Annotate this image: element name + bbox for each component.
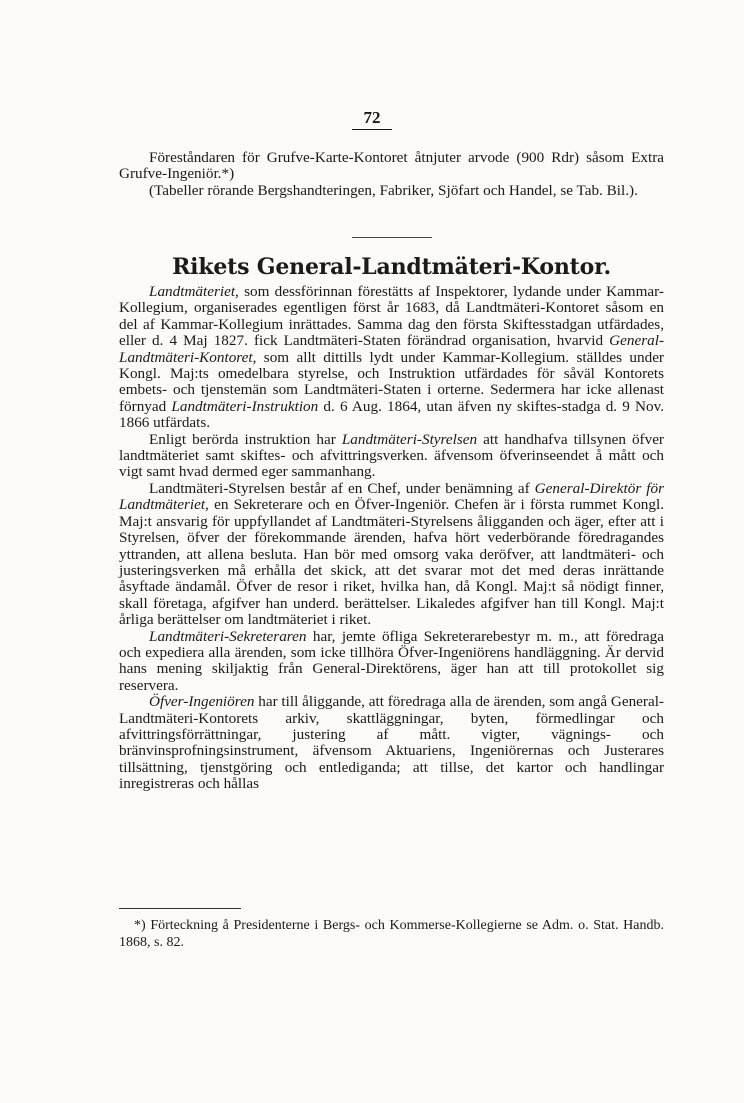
emphasis-direktor: General-Direktör för Landtmäteriet, (119, 479, 664, 514)
text-run: har, jemte öfliga Sekreterarebestyr m. m., att föredraga och expediera alla ärenden, som icke tillhöra Öfver-Ingeniörens handläggning. Är dervid hans mening skiljaktig från General-Direktörens, äger han att till protokollet sig reservera. (119, 627, 664, 694)
footnote (119, 917, 664, 951)
page-number: 72 (352, 108, 392, 130)
text-run: att handhafva tillsynen öfver landtmäteriet samt skiftes- och afvittringsverken. äfvensom öfverinseendet å mått och vigt samt hvad dermed eger sammanhang. (119, 430, 664, 481)
emphasis-sekreteraren: Landtmäteri-Sekreteraren (149, 627, 307, 645)
text-run: har till åliggande, att föredraga alla de ärenden, som angå General-Landtmäteri-Kontorets arkiv, skattläggningar, byten, förmedlingar och afvittringsförrättningar, justering af mått. vigter, vägnings- och bränvinsprofningsinstrument, äfvensom Aktuariens, Ingeniörernas och Justerares tillsättning, tjenstgöring och entlediganda; att tillse, det kartor och handlingar inregistreras och hållas (119, 693, 664, 793)
body-text (119, 284, 664, 793)
text-run: Enligt berörda instruktion har (149, 430, 342, 448)
section-divider (352, 237, 432, 238)
text-run: som dessförinnan förestätts af Inspektorer, lydande under Kammar-Kollegium, organiserades egentligen först år 1683, då Landtmäteri-Kontoret såsom en del af Kammar-Kollegium inrättades. Samma dag den första Skiftesstadgan utfärdades, eller d. 4 Maj 1827. fick Landtmäteri-Staten förändrad organisation, hvarvid (119, 283, 664, 350)
text-run: d. 6 Aug. 1864, utan äfven ny skiftes-stadga d. 9 Nov. 1866 utfärdats. (119, 397, 665, 432)
text-run: en Sekreterare och en Öfver-Ingeniör. Chefen är i första rummet Kongl. Maj:t ansvarig för uppfyllandet af Landtmäteri-Styrelsens åligganden och äger, efter att i Styrelsen, öfver der förekommande ärenden, hafva hört vederbörande föredragandes yttranden, att allena besluta. Han bör med omsorg vaka deröfver, att landtmäteri- och justeringsverken må erhålla det skick, att det svarar mot det med deras inrättande åsyftade ändamål. Öfver de resor i riket, hvilka han, då Kongl. Maj:t så nödigt finner, skall företaga, afgifver han underd. berättelser. Likaledes afgifver han till Kongl. Maj:t årliga berättelser om landtmäteriet i riket. (119, 496, 664, 629)
emphasis-ofver-ingenioren: Öfver-Ingeniören (149, 693, 255, 711)
body-paragraph-2 (119, 432, 664, 481)
intro-paragraph-1: Föreståndaren för Grufve-Karte-Kontoret åtnjuter arvode (900 Rdr) såsom Extra Grufve-Ingeniör.*) (119, 149, 664, 183)
intro-block (119, 150, 664, 199)
emphasis-instruktion: Landtmäteri-Instruktion (171, 397, 319, 415)
emphasis-landtmateriet: Landtmäteriet, (149, 283, 239, 300)
text-run: Landtmäteri-Styrelsen består af en Chef, under benämning af (149, 479, 535, 497)
footnote-divider (119, 908, 241, 909)
footnote-text: *) Förteckning å Presidenterne i Bergs- och Kommerse-Kollegierne se Adm. o. Stat. Handb. 1868, s. 82. (119, 918, 664, 950)
body-paragraph-4 (119, 629, 664, 695)
body-paragraph-3 (119, 481, 664, 629)
text-run: som allt dittills lydt under Kammar-Kollegium. ställdes under Kongl. Maj:ts omedelbara styrelse, och Instruktion utfärdades för såväl Kontorets embets- och tjenstemän som Landtmäteri-Staten i orterne. Sedermera har icke allenast förnyad (119, 348, 664, 415)
intro-paragraph-2: (Tabeller rörande Bergshandteringen, Fabriker, Sjöfart och Handel, se Tab. Bil.). (149, 181, 638, 199)
section-heading: Rikets General-Landtmäteri-Kontor. (172, 254, 611, 280)
body-paragraph-5 (119, 694, 664, 792)
emphasis-styrelsen: Landtmäteri-Styrelsen (341, 430, 478, 448)
emphasis-kontoret: General-Landtmäteri-Kontoret, (119, 332, 664, 366)
body-paragraph-1 (119, 284, 664, 432)
